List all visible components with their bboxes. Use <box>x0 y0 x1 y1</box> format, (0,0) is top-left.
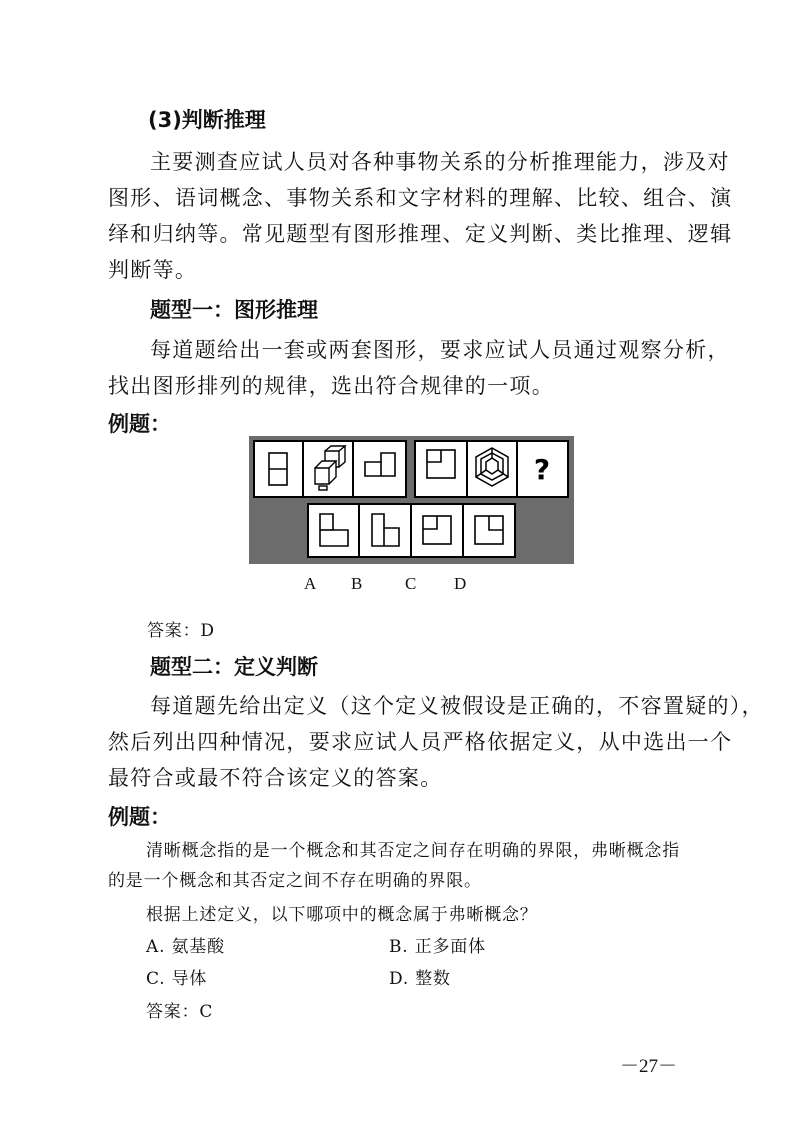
type2-example-line-2: 的是一个概念和其否定之间不存在明确的界限。 <box>108 871 482 891</box>
figure-label-c: C <box>405 574 417 593</box>
page-number: －27－ <box>620 1056 678 1077</box>
intro-line-1: 主要测查应试人员对各种事物关系的分析推理能力，涉及对 <box>150 150 730 174</box>
figure-svg <box>249 436 574 564</box>
type2-heading: 题型二：定义判断 <box>150 655 318 679</box>
type2-example-label: 例题： <box>108 805 171 829</box>
figure-label-d: D <box>454 574 467 593</box>
type2-option-a: A. 氨基酸 <box>146 937 225 957</box>
intro-line-3: 绎和归纳等。常见题型有图形推理、定义判断、类比推理、逻辑 <box>108 222 733 246</box>
figure-reasoning-image <box>249 436 574 564</box>
figure-label-b: B <box>351 574 363 593</box>
type2-desc-line-2: 然后列出四种情况，要求应试人员严格依据定义，从中选出一个 <box>108 730 733 754</box>
intro-line-4: 判断等。 <box>108 258 198 282</box>
type2-option-b: B. 正多面体 <box>389 937 486 957</box>
figure-label-a: A <box>304 574 317 593</box>
type1-example-label: 例题： <box>108 412 171 436</box>
type1-heading: 题型一：图形推理 <box>150 298 318 322</box>
type2-question: 根据上述定义，以下哪项中的概念属于弗晰概念？ <box>146 905 538 925</box>
type2-answer: 答案：C <box>146 1002 214 1022</box>
intro-line-2: 图形、语词概念、事物关系和文字材料的理解、比较、组合、演 <box>108 186 733 210</box>
question-mark: ? <box>533 453 551 486</box>
section-title: (3)判断推理 <box>148 108 266 132</box>
type2-example-line-1: 清晰概念指的是一个概念和其否定之间存在明确的界限，弗晰概念指 <box>146 841 680 861</box>
type1-desc-line-2: 找出图形排列的规律，选出符合规律的一项。 <box>108 374 554 398</box>
type2-option-c: C. 导体 <box>146 969 208 989</box>
type2-desc-line-3: 最符合或最不符合该定义的答案。 <box>108 766 443 790</box>
type1-answer: 答案：D <box>147 621 215 641</box>
type2-desc-line-1: 每道题先给出定义（这个定义被假设是正确的，不容置疑的）， <box>150 694 764 718</box>
type2-option-d: D. 整数 <box>389 969 451 989</box>
type1-desc-line-1: 每道题给出一套或两套图形，要求应试人员通过观察分析， <box>150 338 730 362</box>
